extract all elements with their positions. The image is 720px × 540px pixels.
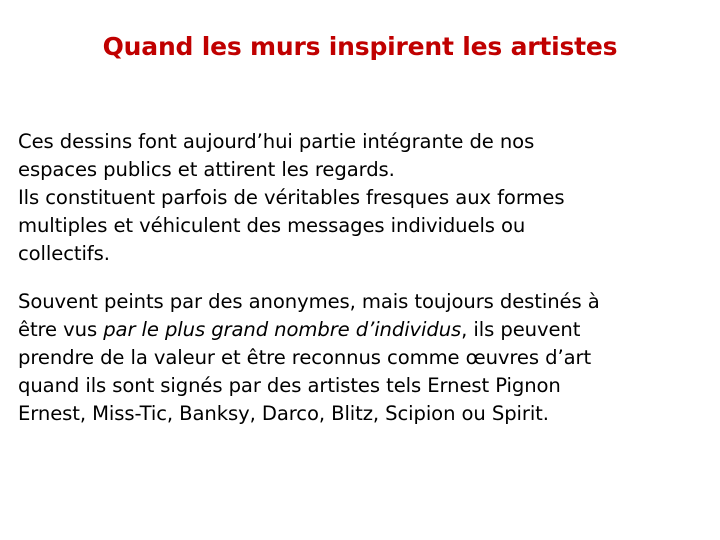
paragraph-line: espaces publics et attirent les regards.: [18, 158, 395, 181]
paragraph-line: multiples et véhiculent des messages individuels ou: [18, 214, 526, 237]
artists-paragraph: [18, 288, 708, 428]
line-text: être vus: [18, 318, 104, 341]
paragraph-line: quand ils sont signés par des artistes tels Ernest Pignon: [18, 374, 561, 397]
paragraph-line: collectifs.: [18, 242, 110, 265]
paragraph-line: [18, 316, 708, 344]
intro-paragraph: [18, 128, 708, 268]
paragraph-line: Ces dessins font aujourd’hui partie intégrante de nos: [18, 130, 535, 153]
line-text: , ils peuvent: [461, 318, 581, 341]
paragraph-line: Ils constituent parfois de véritables fresques aux formes: [18, 186, 565, 209]
paragraph-line: Souvent peints par des anonymes, mais toujours destinés à: [18, 290, 600, 313]
italic-phrase: par le plus grand nombre d’individus: [103, 318, 462, 341]
slide-title: Quand les murs inspirent les artistes: [102, 32, 618, 61]
paragraph-line: Ernest, Miss-Tic, Banksy, Darco, Blitz, Scipion ou Spirit.: [18, 402, 549, 425]
paragraph-line: prendre de la valeur et être reconnus comme œuvres d’art: [18, 346, 592, 369]
